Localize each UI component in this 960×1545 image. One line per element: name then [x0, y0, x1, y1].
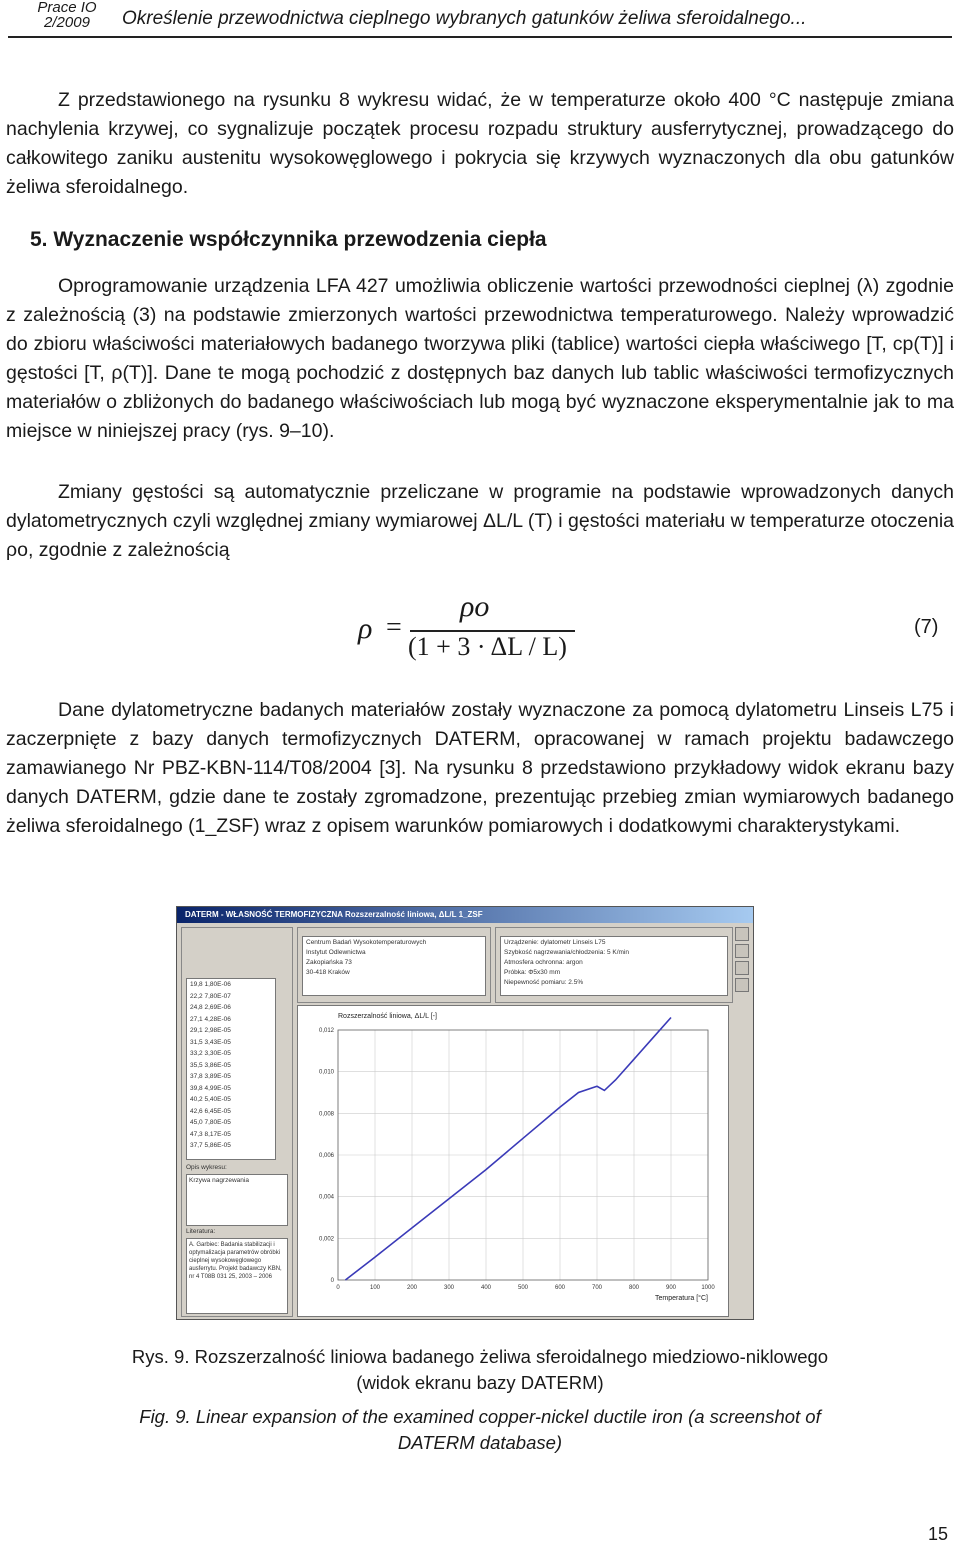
y-tick-label: 0,008	[318, 1111, 334, 1118]
x-tick-label: 700	[591, 1285, 603, 1291]
table-row[interactable]: 33,2 3,30E-05	[190, 1050, 231, 1057]
y-tick-label: 0,002	[318, 1236, 334, 1243]
conditions-group	[495, 927, 733, 1003]
info-line: Instytut Odlewnictwa	[306, 949, 366, 956]
table-row[interactable]: 37,8 3,89E-05	[190, 1073, 231, 1080]
info-line: Urządzenie: dylatometr Linseis L75	[504, 939, 606, 946]
table-row[interactable]: 47,3 8,17E-05	[190, 1130, 231, 1138]
expansion-chart	[298, 1006, 728, 1316]
info-line: Próbka: Φ5x30 mm	[504, 969, 561, 976]
x-tick-label: 800	[628, 1285, 640, 1291]
table-row[interactable]: 31,5 3,43E-05	[190, 1038, 231, 1046]
table-row[interactable]: 39,8 4,99E-05	[190, 1084, 231, 1092]
y-tick-label: 0,004	[318, 1194, 334, 1201]
journal-issue: Prace IO 2/2009	[37, 0, 97, 31]
page-number: 15	[928, 1524, 949, 1544]
caption-pl: Rys. 9. Rozszerzalność liniowa badanego żeliwa sferoidalnego miedziowo-niklowego (widok ekranu bazy DATERM)	[131, 1346, 829, 1393]
equation-7: ρ = ρo (1 + 3 · ΔL / L)	[340, 590, 640, 670]
info-line: Atmosfera ochronna: argon	[504, 959, 583, 966]
literature-label: Literatura:	[186, 1228, 216, 1235]
literature-box[interactable]: A. Garbiec: Badania stabilizacji i optymalizacja parametrów obróbki cieplnej wysokowęglowego ausferrytu. Projekt badawczy KBN, nr 4 T08B 031 25, 2003 – 2006	[186, 1238, 288, 1314]
info-line: Niepewność pomiaru: 2.5%	[504, 979, 584, 986]
table-row[interactable]: 24,8 2,69E-06	[190, 1004, 231, 1011]
x-tick-label: 400	[480, 1285, 492, 1291]
toolbar[interactable]	[735, 927, 749, 987]
paragraph-2: Oprogramowanie urządzenia LFA 427 umożliwia obliczenie wartości przewodności cieplnej (λ) zgodnie z zależnością (3) na podstawie zmierzonych wartości przewodnictwa temperaturowego. Należy wprowadzić do zbioru właściwości materiałowych badanego tworzywa pliki (tablice) wartości ciepła właściwego [T, cp(T)] i gęstości [T, ρ(T)]. Dane te mogą pochodzić z dostępnych baz danych lub tablic właściwości termofizycznych materiałów o zbliżonych do badanego właściwościach lub mogą być wyznaczone eksperymentalnie jak to ma miejsce w niniejszej pracy (rys. 9–10).	[6, 275, 954, 442]
series-line	[345, 1018, 671, 1281]
chart-title: Rozszerzalność liniowa, ΔL/L [-]	[338, 1013, 437, 1020]
window-titlebar: DATERM - WŁASNOŚĆ TERMOFIZYCZNA Rozszerzalność liniowa, ΔL/L 1_ZSF	[177, 907, 753, 923]
opis-label: Opis wykresu:	[186, 1164, 227, 1171]
x-tick-label: 600	[554, 1285, 566, 1291]
y-tick-label: 0	[330, 1278, 334, 1284]
y-tick-label: 0,006	[318, 1153, 334, 1159]
x-axis-label: Temperatura [°C]	[655, 1295, 708, 1302]
table-row[interactable]: 29,1 2,98E-05	[190, 1027, 231, 1034]
left-panel	[181, 927, 293, 1317]
x-tick-label: 500	[517, 1285, 529, 1291]
x-tick-label: 0	[336, 1285, 340, 1291]
daterm-screenshot	[176, 906, 754, 1320]
y-tick-label: 0,012	[318, 1028, 334, 1034]
table-row[interactable]: 35,5 3,86E-05	[190, 1061, 231, 1069]
table-row[interactable]: 37,7 5,86E-05	[190, 1142, 231, 1149]
paragraph-1: Z przedstawionego na rysunku 8 wykresu widać, że w temperaturze około 400 °C następuje zmiana nachylenia krzywej, co sygnalizuje początek procesu rozpadu struktury ausferrytycznej, prowadzącego do całkowitego zaniku austenitu wysokowęglowego i pokrycia się krzywych wyznaczonych dla obu gatunków żeliwa sferoidalnego.	[6, 89, 954, 198]
x-tick-label: 200	[406, 1285, 418, 1291]
x-tick-label: 1000	[701, 1285, 715, 1291]
x-tick-label: 900	[665, 1285, 677, 1291]
section-heading: 5. Wyznaczenie współczynnika przewodzenia ciepła	[30, 228, 547, 251]
table-row[interactable]: 22,2 7,80E-07	[190, 992, 231, 1000]
table-row[interactable]: 40,2 5,40E-05	[190, 1096, 231, 1103]
table-row[interactable]: 45,0 7,80E-05	[190, 1119, 231, 1126]
info-line: Centrum Badań Wysokotemperaturowych	[306, 939, 427, 946]
info-line: 30-418 Kraków	[306, 969, 350, 976]
x-tick-label: 300	[443, 1285, 455, 1291]
info-line: Szybkość nagrzewania/chłodzenia: 5 K/min	[504, 949, 630, 956]
lab-group	[297, 927, 491, 1003]
running-header	[8, 0, 952, 38]
table-row[interactable]: 42,6 6,45E-05	[190, 1107, 231, 1115]
y-tick-label: 0,010	[318, 1069, 334, 1076]
table-row[interactable]: 27,1 4,28E-06	[190, 1015, 231, 1023]
x-tick-label: 100	[369, 1285, 381, 1291]
paragraph-4: Dane dylatometryczne badanych materiałów zostały wyznaczone za pomocą dylatometru Linseis L75 i zaczerpnięte z bazy danych termofizycznych DATERM, opracowanej w ramach projektu badawczego zamawianego Nr PBZ-KBN-114/T08/2004 [3]. Na rysunku 8 przedstawiono przykładowy widok ekranu bazy danych DATERM, gdzie dane te zostały zgromadzone, prezentując przebieg zmian wymiarowych badanego żeliwa sferoidalnego (1_ZSF) wraz z opisem warunków pomiarowych i dodatkowymi charakterystykami.	[6, 699, 954, 837]
data-table[interactable]	[186, 978, 276, 1160]
caption-en: Fig. 9. Linear expansion of the examined copper-nickel ductile iron (a screenshot of DATERM database)	[139, 1406, 821, 1453]
equation-number: (7)	[914, 616, 939, 638]
table-row[interactable]: 19,8 1,80E-06	[190, 981, 231, 988]
opis-box[interactable]: Krzywa nagrzewania	[186, 1174, 288, 1226]
running-title: Określenie przewodnictwa cieplnego wybranych gatunków żeliwa sferoidalnego...	[122, 8, 807, 29]
paragraph-3: Zmiany gęstości są automatycznie przeliczane w programie na podstawie wprowadzonych danych dylatometrycznych czyli względnej zmiany wymiarowej ΔL/L (T) i gęstości materiału w temperaturze otoczenia ρo, zgodnie z zależnością	[6, 481, 954, 561]
chart-area	[297, 1005, 729, 1317]
info-line: Zakopiańska 73	[306, 959, 352, 966]
